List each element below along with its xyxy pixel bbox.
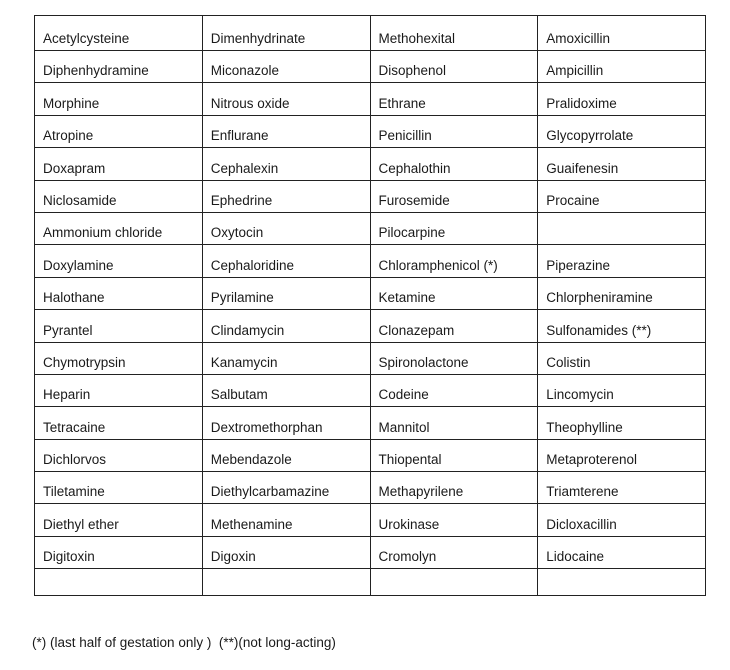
table-cell: Diethyl ether [35,504,203,536]
table-cell: Heparin [35,374,203,406]
table-cell: Mannitol [370,407,538,439]
table-row [35,342,706,374]
table-row [35,212,706,244]
table-row [35,51,706,83]
table-cell: Disophenol [370,51,538,83]
table-cell: Urokinase [370,504,538,536]
table-cell: Mebendazole [202,439,370,471]
table-cell: Diethylcarbamazine [202,472,370,504]
table-cell: Pilocarpine [370,212,538,244]
table-cell: Colistin [538,342,706,374]
table-cell: Piperazine [538,245,706,277]
table-cell: Pyrilamine [202,277,370,309]
table-cell: Digoxin [202,536,370,568]
table-cell: Metaproterenol [538,439,706,471]
table-cell: Clindamycin [202,310,370,342]
table-cell: Pyrantel [35,310,203,342]
table-cell: Niclosamide [35,180,203,212]
table-row [35,439,706,471]
table-cell: Triamterene [538,472,706,504]
table-cell: Pralidoxime [538,83,706,115]
drug-table-body [35,16,706,596]
drug-table [34,15,706,596]
table-cell [538,212,706,244]
table-cell: Ethrane [370,83,538,115]
table-row [35,148,706,180]
table-cell: Furosemide [370,180,538,212]
table-cell: Dichlorvos [35,439,203,471]
table-cell: Codeine [370,374,538,406]
table-cell: Dimenhydrinate [202,16,370,51]
table-cell: Chlorpheniramine [538,277,706,309]
table-cell: Sulfonamides (**) [538,310,706,342]
table-cell: Enflurane [202,115,370,147]
table-row [35,536,706,568]
table-cell: Amoxicillin [538,16,706,51]
table-cell: Guaifenesin [538,148,706,180]
table-cell: Oxytocin [202,212,370,244]
table-cell: Dextromethorphan [202,407,370,439]
table-cell: Theophylline [538,407,706,439]
table-cell: Lidocaine [538,536,706,568]
footnote: (*) (last half of gestation only ) (**)(not long-acting) [32,635,336,650]
table-cell [538,569,706,596]
table-cell: Halothane [35,277,203,309]
table-cell: Clonazepam [370,310,538,342]
table-cell: Thiopental [370,439,538,471]
table-row [35,83,706,115]
table-cell: Acetylcysteine [35,16,203,51]
table-cell: Cephalothin [370,148,538,180]
table-cell: Cephalexin [202,148,370,180]
table-row [35,16,706,51]
table-cell: Ampicillin [538,51,706,83]
table-cell: Chymotrypsin [35,342,203,374]
table-row [35,374,706,406]
table-cell: Methapyrilene [370,472,538,504]
table-cell: Kanamycin [202,342,370,374]
table-cell: Methenamine [202,504,370,536]
table-cell: Ammonium chloride [35,212,203,244]
table-cell: Doxapram [35,148,203,180]
table-cell [370,569,538,596]
table-cell: Doxylamine [35,245,203,277]
table-cell: Ephedrine [202,180,370,212]
table-cell: Digitoxin [35,536,203,568]
table-cell: Spironolactone [370,342,538,374]
table-cell: Miconazole [202,51,370,83]
table-cell [202,569,370,596]
table-cell: Diphenhydramine [35,51,203,83]
table-row [35,407,706,439]
table-row [35,115,706,147]
table-cell: Lincomycin [538,374,706,406]
table-row [35,245,706,277]
table-cell: Dicloxacillin [538,504,706,536]
table-cell: Chloramphenicol (*) [370,245,538,277]
table-row [35,569,706,596]
table-cell: Atropine [35,115,203,147]
table-cell [35,569,203,596]
table-row [35,180,706,212]
table-cell: Morphine [35,83,203,115]
table-cell: Glycopyrrolate [538,115,706,147]
table-cell: Methohexital [370,16,538,51]
table-row [35,504,706,536]
table-cell: Procaine [538,180,706,212]
table-row [35,310,706,342]
table-cell: Cephaloridine [202,245,370,277]
table-cell: Salbutam [202,374,370,406]
table-cell: Nitrous oxide [202,83,370,115]
table-cell: Tetracaine [35,407,203,439]
table-row [35,277,706,309]
table-cell: Penicillin [370,115,538,147]
table-row [35,472,706,504]
table-cell: Tiletamine [35,472,203,504]
table-cell: Cromolyn [370,536,538,568]
table-cell: Ketamine [370,277,538,309]
